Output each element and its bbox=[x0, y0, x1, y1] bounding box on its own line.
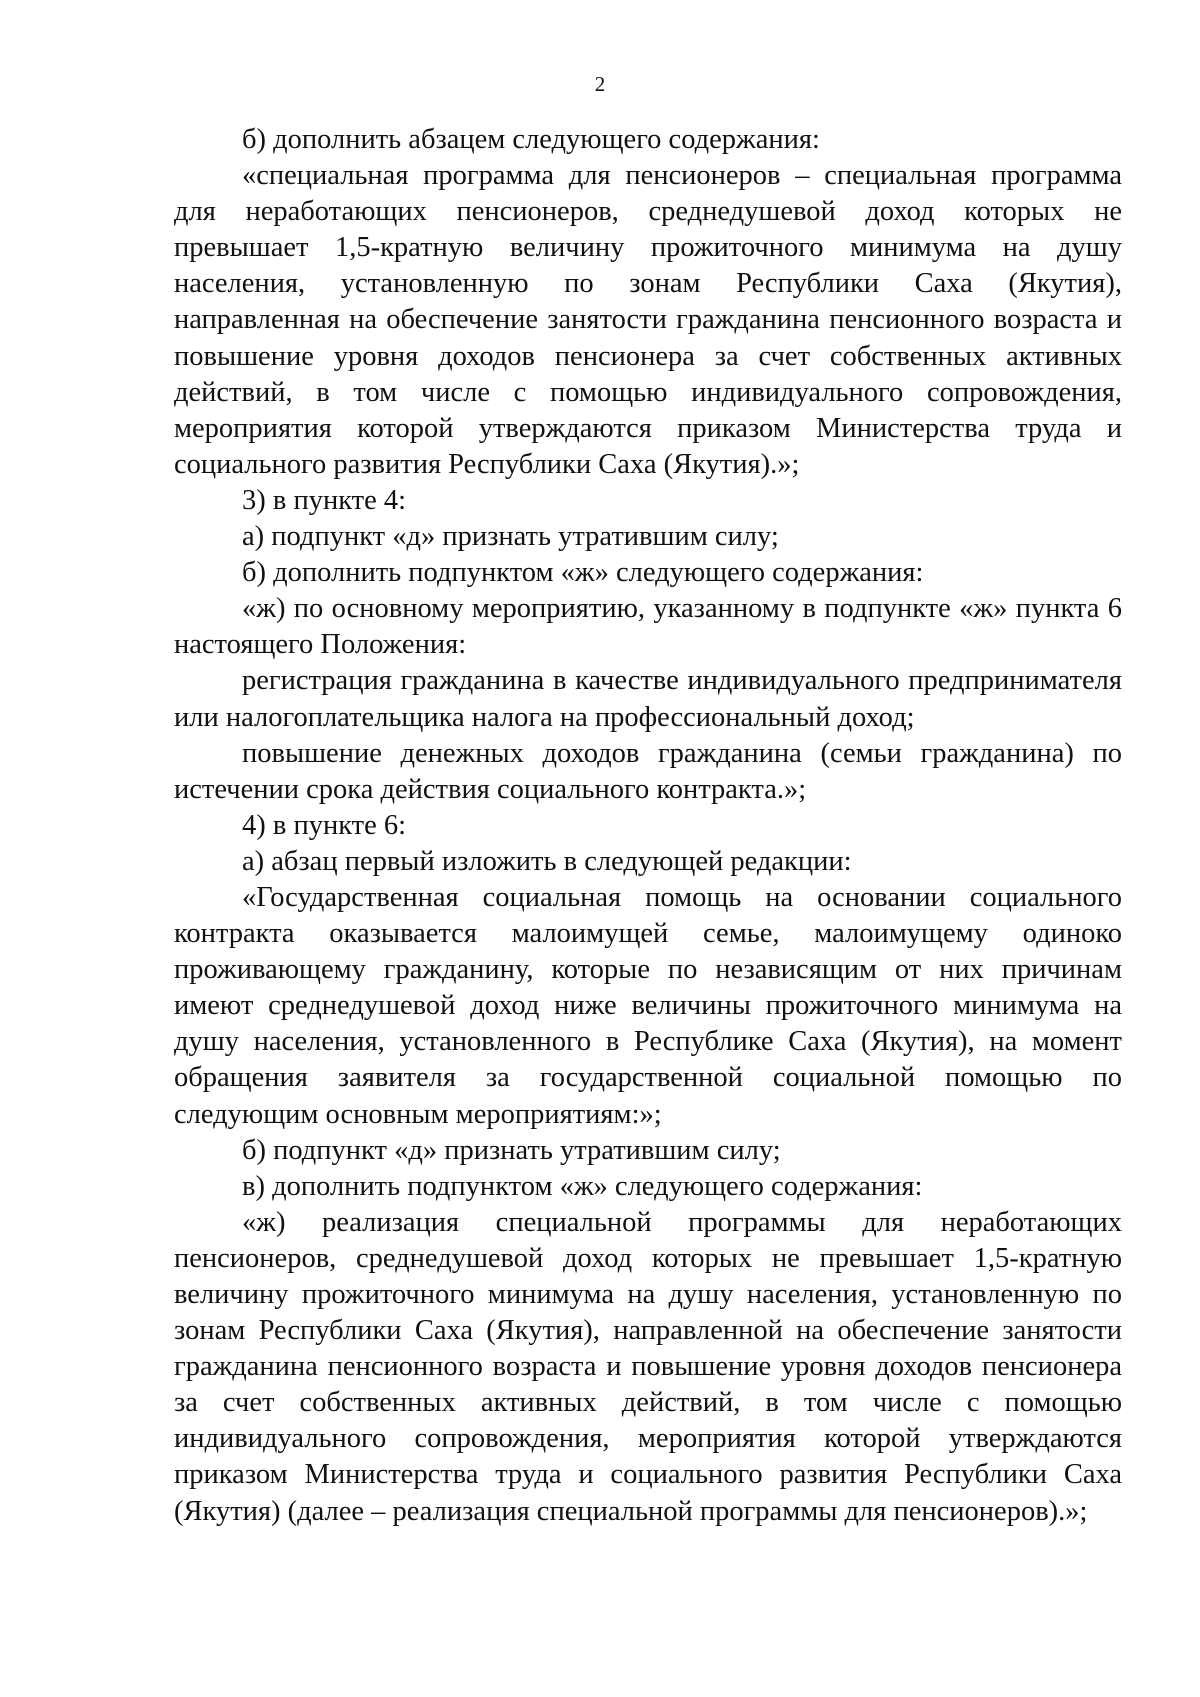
paragraph-5: б) дополнить подпунктом «ж» следующего содержания: bbox=[242, 557, 924, 589]
paragraph-10: а) абзац первый изложить в следующей редакции: bbox=[242, 845, 852, 877]
paragraph-9: 4) в пункте 6: bbox=[242, 809, 407, 841]
page-number: 2 bbox=[594, 72, 606, 96]
paragraph-6: «ж) по основному мероприятию, указанному в подпункте «ж» пункта 6 настоящего Положения: bbox=[174, 593, 1122, 661]
paragraph-14: «ж) реализация специальной программы для неработающих пенсионеров, среднедушевой доход которых не превышает 1,5-кратную величину прожиточного минимума на душу населения, установленную по зонам Республики Саха (Якутия), направленной на обеспечение занятости гражданина пенсионного возраста и повышение уровня доходов пенсионера за счет собственных активных действий, в том числе с помощью индивидуального сопровождения, мероприятия которой утверждаются приказом Министерства труда и социального развития Республики Саха (Якутия) (далее – реализация специальной программы для пенсионеров).»; bbox=[174, 1206, 1122, 1527]
paragraph-12: б) подпункт «д» признать утратившим силу; bbox=[242, 1134, 781, 1166]
paragraph-3: 3) в пункте 4: bbox=[242, 484, 407, 516]
paragraph-11: «Государственная социальная помощь на основании социального контракта оказывается малоимущей семье, малоимущему одиноко проживающему гражданину, которые по независящим от них причинам имеют среднедушевой доход ниже величины прожиточного минимума на душу населения, установленного в Республике Саха (Якутия), на момент обращения заявителя за государственной социальной помощью по следующим основным мероприятиям:»; bbox=[174, 881, 1122, 1130]
paragraph-7: регистрация гражданина в качестве индивидуального предпринимателя или налогоплательщика налога на профессиональный доход; bbox=[174, 665, 1122, 733]
paragraph-4: а) подпункт «д» признать утратившим силу; bbox=[242, 521, 779, 553]
document-body bbox=[174, 122, 1122, 1530]
paragraph-8: повышение денежных доходов гражданина (семьи гражданина) по истечении срока действия социального контракта.»; bbox=[174, 737, 1122, 805]
paragraph-1: б) дополнить абзацем следующего содержания: bbox=[242, 124, 820, 155]
paragraph-2: «специальная программа для пенсионеров – специальная программа для неработающих пенсионеров, среднедушевой доход которых не превышает 1,5-кратную величину прожиточного минимума на душу населения, установленную по зонам Республики Саха (Якутия), направленная на обеспечение занятости гражданина пенсионного возраста и повышение уровня доходов пенсионера за счет собственных активных действий, в том числе с помощью индивидуального сопровождения, мероприятия которой утверждаются приказом Министерства труда и социального развития Республики Саха (Якутия).»; bbox=[174, 160, 1122, 480]
paragraph-13: в) дополнить подпунктом «ж» следующего содержания: bbox=[242, 1170, 923, 1202]
